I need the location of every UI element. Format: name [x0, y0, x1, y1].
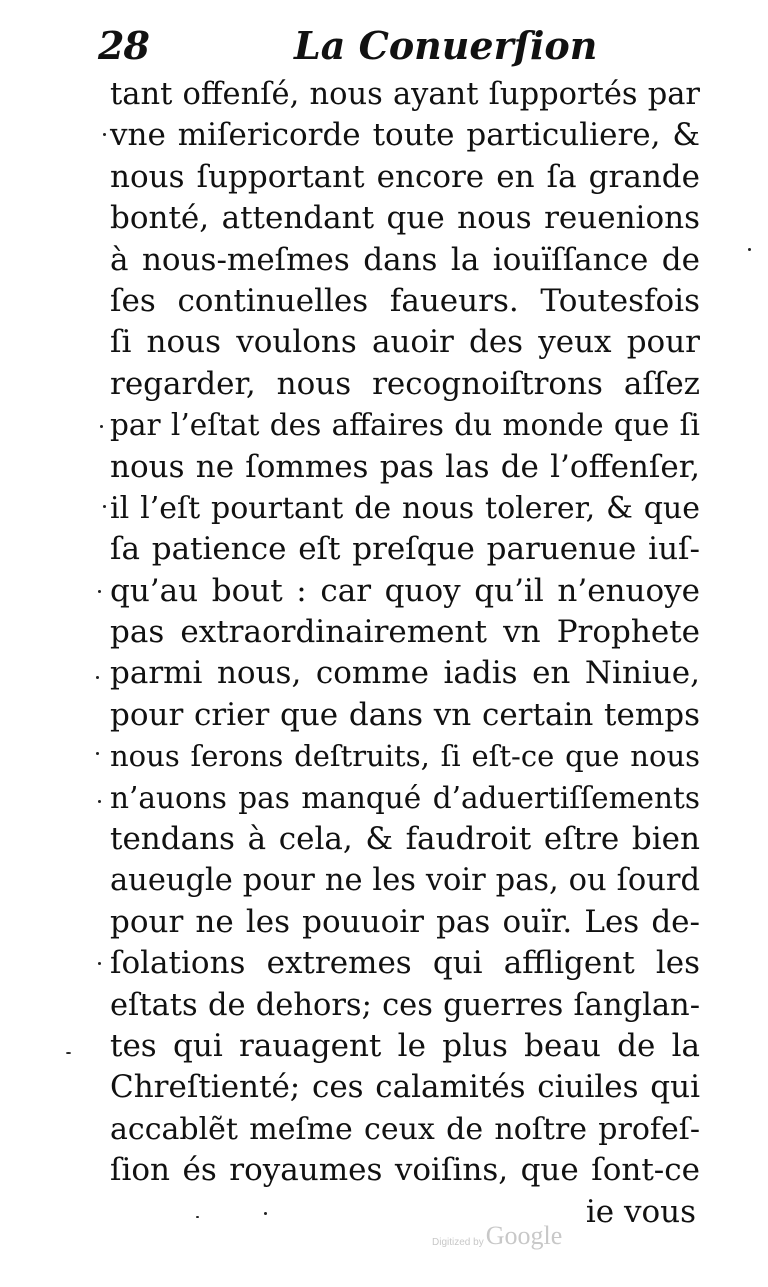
text-line: nous ſerons deſtruits, ſi eſt-ce que nous — [110, 739, 700, 774]
text-line: pour crier que dans vn certain temps — [110, 696, 700, 733]
watermark-small-text: Digitized by — [432, 1237, 484, 1248]
ink-speck — [748, 248, 751, 251]
text-line: à nous-meſmes dans la iouïſſance de — [110, 241, 700, 278]
text-line: pas extraordinairement vn Prophete — [110, 614, 700, 651]
watermark-logo-text: Google — [485, 1221, 563, 1250]
ink-speck — [100, 425, 103, 428]
text-line: ſes continuelles faueurs. Toutesfois — [110, 282, 700, 319]
text-line: ſi nous voulons auoir des yeux pour — [110, 324, 700, 361]
text-line: n’auons pas manqué d’aduertiſſements — [110, 780, 700, 815]
body-text — [110, 74, 700, 1233]
text-line: parmi nous, comme iadis en Niniue, — [110, 655, 700, 692]
running-head — [98, 22, 698, 70]
ink-speck — [66, 1052, 71, 1054]
running-title: La Conuerſion — [294, 23, 598, 68]
ink-speck — [98, 800, 101, 803]
text-line: il l’eſt pourtant de nous tolerer, & que — [110, 490, 700, 526]
text-line: accablẽt meſme ceux de noſtre profeſ- — [110, 1111, 700, 1147]
ink-speck — [264, 1212, 267, 1215]
text-line: par l’eſtat des affaires du monde que ſi — [110, 408, 700, 443]
text-line: tes qui rauagent le plus beau de la — [110, 1027, 700, 1064]
text-line: ſa patience eſt preſque paruenue iuſ- — [110, 531, 700, 568]
page-number: 28 — [98, 23, 149, 68]
text-line: Chreſtienté; ces calamités ciuiles qui — [110, 1069, 700, 1106]
text-line: vne miſericorde toute particuliere, & — [110, 117, 700, 154]
text-line: ſion és royaumes voiſins, que ſont-ce — [110, 1152, 700, 1189]
ink-speck — [98, 962, 101, 965]
text-line: qu’au bout : car quoy qu’il n’enuoye — [110, 572, 700, 609]
ink-speck — [196, 1216, 199, 1218]
text-line: regarder, nous recognoiſtrons aſſez — [110, 365, 700, 402]
text-line: nous ne ſommes pas las de l’offenſer, — [110, 448, 700, 485]
text-line: bonté, attendant que nous reuenions — [110, 200, 700, 237]
text-line: nous ſupportant encore en ſa grande — [110, 158, 700, 195]
text-line: eſtats de dehors; ces guerres ſanglan- — [110, 987, 700, 1023]
text-line: ſolations extremes qui affligent les — [110, 945, 700, 982]
ink-speck — [103, 133, 106, 136]
text-line: aueugle pour ne les voir pas, ou ſourd — [110, 863, 700, 899]
ink-speck — [96, 752, 99, 755]
ink-speck — [98, 590, 101, 593]
ink-speck — [96, 676, 99, 679]
text-line: tendans à cela, & faudroit eſtre bien — [110, 821, 700, 858]
catchword: ie vous — [585, 1193, 696, 1230]
text-line: pour ne les pouuoir pas ouïr. Les de- — [110, 903, 700, 940]
ink-speck — [103, 505, 106, 508]
text-line: tant offenſé, nous ayant ſupportés par — [110, 77, 700, 112]
digitized-watermark — [432, 1220, 562, 1250]
